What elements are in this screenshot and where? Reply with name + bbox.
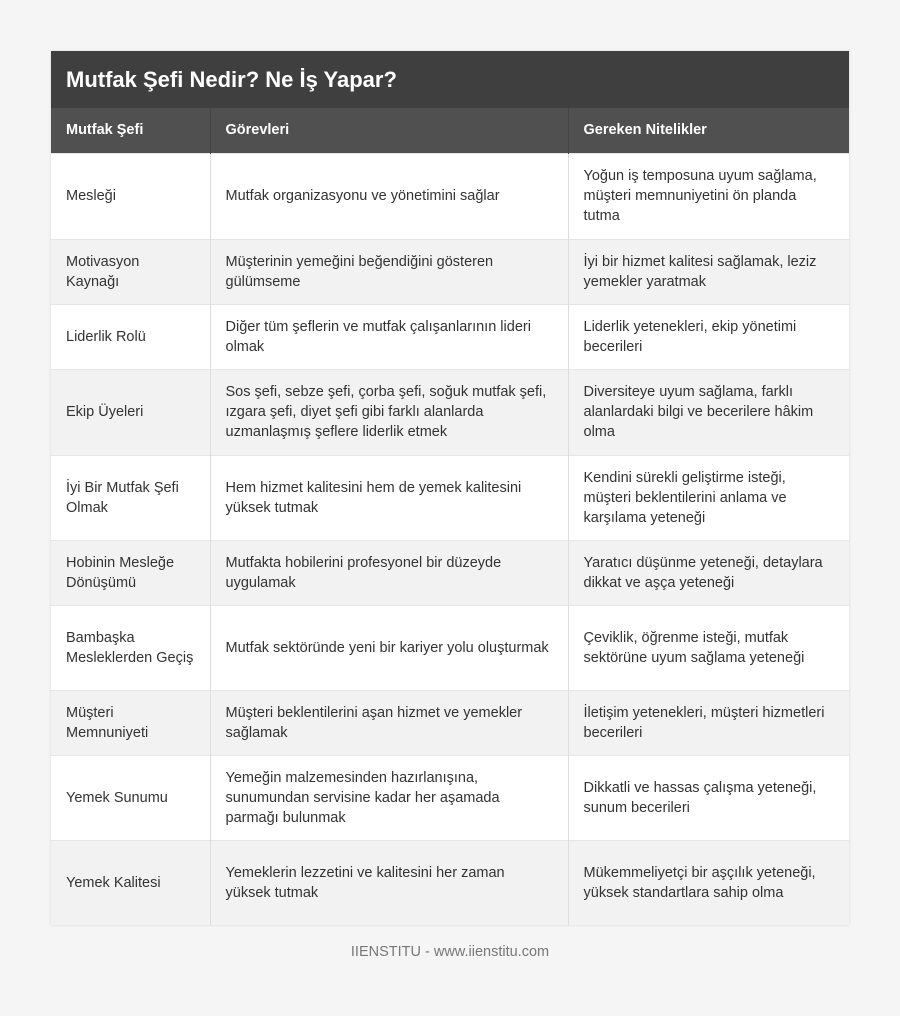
cell-qualifications: Mükemmeliyetçi bir aşçılık yeteneği, yüksek standartlara sahip olma xyxy=(568,840,849,925)
cell-role: Müşteri Memnuniyeti xyxy=(51,690,210,755)
table-row xyxy=(51,605,849,690)
cell-qualifications: Kendini sürekli geliştirme isteği, müşteri beklentilerini anlama ve karşılama yeteneği xyxy=(568,455,849,540)
cell-duties: Sos şefi, sebze şefi, çorba şefi, soğuk mutfak şefi, ızgara şefi, diyet şefi gibi farklı alanlarda uzmanlaşmış şeflere liderlik etmek xyxy=(210,369,568,455)
cell-role: Ekip Üyeleri xyxy=(51,369,210,455)
cell-role: Yemek Sunumu xyxy=(66,789,168,806)
cell-duties: Diğer tüm şeflerin ve mutfak çalışanlarının lideri olmak xyxy=(210,304,568,369)
table-row xyxy=(51,304,849,369)
table-row xyxy=(51,369,849,455)
cell-duties: Yemeğin malzemesinden hazırlanışına, sunumundan servisine kadar her aşamada parmağı bulunmak xyxy=(210,755,568,840)
cell-duties: Müşterinin yemeğini beğendiğini gösteren gülümseme xyxy=(210,239,568,304)
column-header: Gereken Nitelikler xyxy=(568,108,849,153)
cell-qualifications: İletişim yetenekleri, müşteri hizmetleri becerileri xyxy=(568,690,849,755)
cell-role: Liderlik Rolü xyxy=(66,328,146,345)
cell-duties: Yemeklerin lezzetini ve kalitesini her zaman yüksek tutmak xyxy=(210,840,568,925)
cell-duties: Mutfak sektöründe yeni bir kariyer yolu oluşturmak xyxy=(210,605,568,690)
table-row xyxy=(51,540,849,605)
table-row xyxy=(51,690,849,755)
table-card xyxy=(51,51,849,925)
cell-role: Mesleği xyxy=(66,188,116,204)
cell-qualifications: Liderlik yetenekleri, ekip yönetimi becerileri xyxy=(568,304,849,369)
cell-duties: Müşteri beklentilerini aşan hizmet ve yemekler sağlamak xyxy=(210,690,568,755)
cell-qualifications: İyi bir hizmet kalitesi sağlamak, leziz yemekler yaratmak xyxy=(568,239,849,304)
cell-qualifications: Yoğun iş temposuna uyum sağlama, müşteri memnuniyetini ön planda tutma xyxy=(568,153,849,239)
table-row xyxy=(51,153,849,239)
cell-role: Hobinin Mesleğe Dönüşümü xyxy=(51,540,210,605)
table-title: Mutfak Şefi Nedir? Ne İş Yapar? xyxy=(51,51,849,108)
cell-duties: Hem hizmet kalitesini hem de yemek kalitesini yüksek tutmak xyxy=(210,455,568,540)
cell-qualifications: Dikkatli ve hassas çalışma yeteneği, sunum becerileri xyxy=(568,755,849,840)
cell-role: Motivasyon Kaynağı xyxy=(51,239,210,304)
column-header: Görevleri xyxy=(210,108,568,153)
table-row xyxy=(51,755,849,840)
cell-duties: Mutfakta hobilerini profesyonel bir düzeyde uygulamak xyxy=(210,540,568,605)
cell-role: Bambaşka Mesleklerden Geçiş xyxy=(66,629,194,666)
cell-qualifications: Diversiteye uyum sağlama, farklı alanlardaki bilgi ve becerilere hâkim olma xyxy=(568,369,849,455)
table-row xyxy=(51,239,849,304)
table-row xyxy=(51,840,849,925)
header-row xyxy=(51,108,849,153)
cell-qualifications: Çeviklik, öğrenme isteği, mutfak sektörüne uyum sağlama yeteneği xyxy=(568,605,849,690)
column-header: Mutfak Şefi xyxy=(51,108,210,153)
cell-role: İyi Bir Mutfak Şefi Olmak xyxy=(66,479,179,516)
table-row xyxy=(51,455,849,540)
cell-role: Yemek Kalitesi xyxy=(51,840,210,925)
footer-credit: IIENSTITU - www.iienstitu.com xyxy=(350,944,550,960)
cell-duties: Mutfak organizasyonu ve yönetimini sağlar xyxy=(210,153,568,239)
info-table xyxy=(51,108,849,925)
cell-qualifications: Yaratıcı düşünme yeteneği, detaylara dikkat ve aşça yeteneği xyxy=(568,540,849,605)
